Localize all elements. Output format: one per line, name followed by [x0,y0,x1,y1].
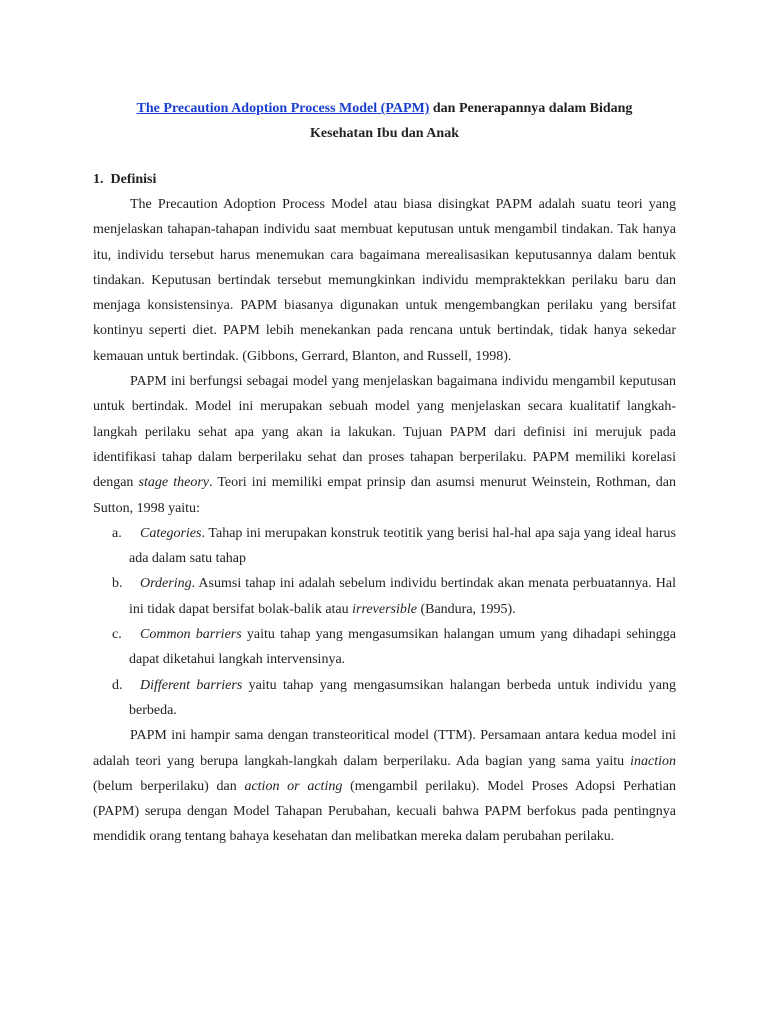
paragraph-3-italic-2: action or acting [244,778,343,794]
list-marker: b. [112,576,123,592]
title-link[interactable]: The Precaution Adoption Process Model (PAPM) [136,101,430,116]
list-item-italic: Different barriers [140,677,243,693]
list-marker: c. [112,627,122,643]
list-item-italic: Categories [140,525,202,541]
paragraph-3-text-c: (mengambil perilaku). Model Proses Adopsi Perhatian (PAPM) serupa dengan Model Tahapan Perubahan, kecuali bahwa PAPM berfokus pada pentingnya mendidik orang tentang bahaya kesehatan dan melibatkan mereka dalam perubahan perilaku. [93,778,677,845]
list-marker: d. [112,677,123,693]
title-line2: Kesehatan Ibu dan Anak [309,126,459,141]
list-item [93,673,676,724]
paragraph-3-text-a: PAPM ini hampir sama dengan transteoritical model (TTM). Persamaan antara kedua model ini adalah teori yang berupa langkah-langkah dalam berperilaku. Ada bagian yang sama yaitu [93,728,676,769]
list-item-text [129,571,676,622]
paragraph-3 [93,723,676,849]
list-item-text [129,622,676,673]
title-rest: dan Penerapannya dalam Bidang [429,101,633,116]
list-item-text [129,673,676,724]
document-page [93,96,676,850]
list-item [93,622,676,673]
document-title [93,96,676,146]
section-heading [93,167,676,192]
list-item-body: yaitu tahap yang mengasumsikan halangan berbeda untuk individu yang berbeda. [129,677,676,718]
list-item [93,521,676,572]
principles-list [93,521,676,723]
paragraph-3-italic-1: inaction [630,753,676,769]
list-item-text [129,521,676,572]
section-number: 1. [93,172,104,187]
paragraph-2 [93,369,676,521]
paragraph-2-italic: stage theory [138,475,209,491]
list-item-body-2: (Bandura, 1995). [416,601,516,617]
paragraph-2-text-a: PAPM ini berfungsi sebagai model yang menjelaskan bagaimana individu mengambil keputusan untuk bertindak. Model ini merupakan sebuah model yang menjelaskan secara kualitatif langkah-langkah perilaku sehat apa yang akan ia lakukan. Tujuan PAPM dari definisi ini merujuk pada identifikasi tahap dalam berperilaku sehat dan proses tahapan berperilaku. PAPM memiliki korelasi dengan [93,374,676,491]
paragraph-3-text-b: (belum berperilaku) dan [93,778,245,794]
paragraph-2-text-b: . Teori ini memiliki empat prinsip dan asumsi menurut Weinstein, Rothman, dan Sutton, 1998 yaitu: [93,475,676,516]
list-item-italic-2: irreversible [352,601,417,617]
paragraph-1: The Precaution Adoption Process Model atau biasa disingkat PAPM adalah suatu teori yang menjelaskan tahapan-tahapan individu saat membuat keputusan untuk mengambil tindakan. Tak hanya itu, individu tersebut harus menemukan cara bagaimana merealisasikan keputusannya dalam bentuk tindakan. Keputusan bertindak tersebut memungkinkan individu mempraktekkan perilaku baru dan menjaga konsistensinya. PAPM biasanya digunakan untuk mengembangkan perilaku yang bersifat kontinyu seperti diet. PAPM lebih menekankan pada rencana untuk bertindak, tidak hanya sekedar kemauan untuk bertindak. (Gibbons, Gerrard, Blanton, and Russell, 1998). [93,197,676,364]
list-item-italic: Ordering [140,576,192,592]
list-item-body: . Asumsi tahap ini adalah sebelum individu bertindak akan menata perbuatannya. Hal ini tidak dapat bersifat bolak-balik atau [129,576,676,617]
list-item-italic: Common barriers [140,627,242,643]
list-item-body: . Tahap ini merupakan konstruk teotitik yang berisi hal-hal apa saja yang ideal harus ada dalam satu tahap [129,525,676,567]
list-item-body: yaitu tahap yang mengasumsikan halangan umum yang dihadapi sehingga dapat diketahui langkah intervensinya. [129,627,676,668]
section-title: Definisi [110,172,157,187]
list-item [93,571,676,622]
list-marker: a. [112,525,122,541]
